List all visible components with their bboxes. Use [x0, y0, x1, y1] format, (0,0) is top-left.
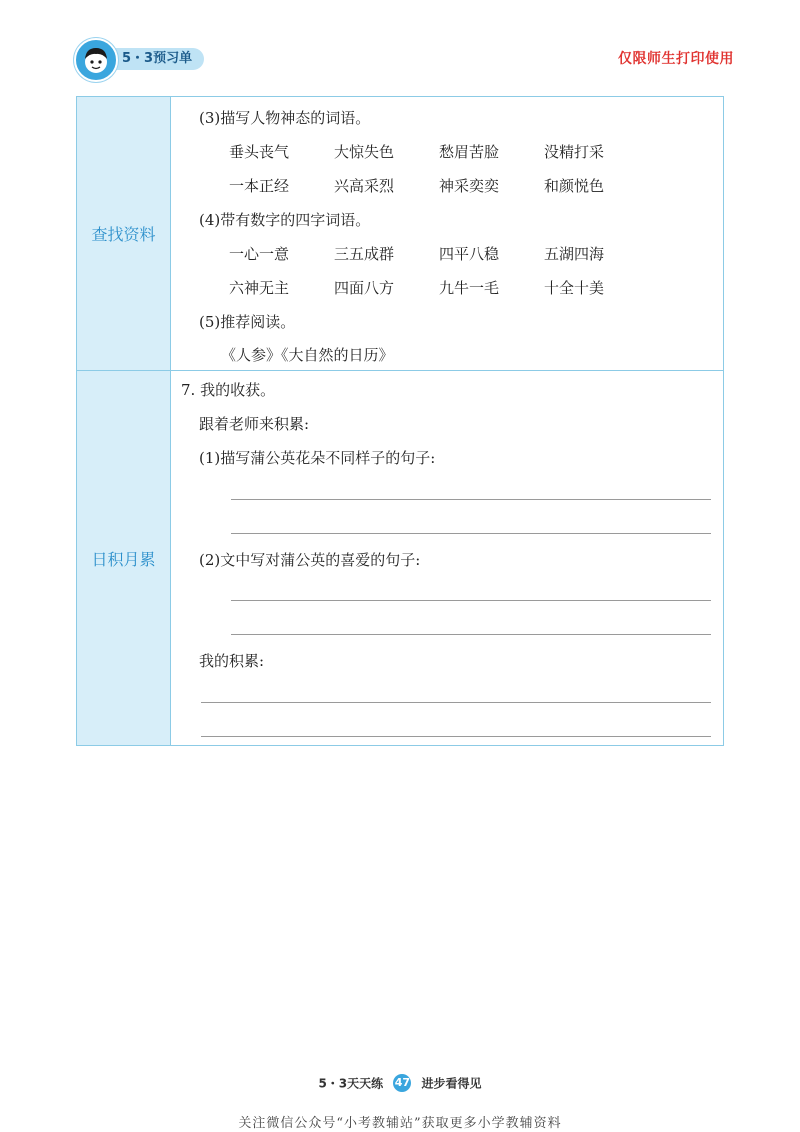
q4-words-row-2 [229, 277, 649, 298]
word: 六神无主 [229, 279, 290, 297]
footer-slogan: 进步看得见 [421, 1076, 482, 1091]
q3-words-row-2 [229, 175, 649, 196]
word: 九牛一毛 [439, 279, 500, 297]
section-title: 7. 我的收获。 [181, 381, 276, 399]
accumulation-label: 日积月累 [77, 371, 171, 745]
word: 一本正经 [229, 177, 290, 195]
q5-title: (5)推荐阅读。 [199, 313, 296, 331]
research-section [77, 97, 723, 371]
answer-line[interactable] [231, 600, 711, 601]
page-header [74, 38, 734, 78]
q3-words-row-1 [229, 141, 649, 162]
word: 四面八方 [334, 279, 395, 297]
word: 兴高采烈 [334, 177, 395, 195]
word: 神采奕奕 [439, 177, 500, 195]
page-number: 47 [393, 1074, 411, 1092]
word: 一心一意 [229, 245, 290, 263]
q3-title: (3)描写人物神态的词语。 [199, 109, 371, 127]
word: 和颜悦色 [544, 177, 605, 195]
research-content [171, 97, 723, 370]
wechat-note: 关注微信公众号“小考教辅站”获取更多小学教辅资料 [238, 1116, 562, 1131]
word: 十全十美 [544, 279, 605, 297]
accumulation-content [171, 371, 723, 745]
recommended-books: 《人参》《大自然的日历》 [221, 346, 394, 364]
print-restriction-note: 仅限师生打印使用 [618, 51, 734, 67]
answer-line[interactable] [201, 736, 711, 737]
q4-title: (4)带有数字的四字词语。 [199, 211, 371, 229]
my-accumulation-prompt: 我的积累: [199, 652, 265, 670]
page-footer [0, 1074, 800, 1092]
worksheet-table [76, 96, 724, 746]
q4-words-row-1 [229, 243, 649, 264]
footer-brand: 5・3天天练 [318, 1076, 384, 1091]
q2-prompt: (2)文中写对蒲公英的喜爱的句子: [199, 551, 421, 569]
word: 三五成群 [334, 245, 395, 263]
intro-text: 跟着老师来积累: [199, 415, 310, 433]
answer-line[interactable] [231, 533, 711, 534]
brand-label: 5・3预习单 [102, 48, 204, 70]
word: 大惊失色 [334, 143, 395, 161]
q1-prompt: (1)描写蒲公英花朵不同样子的句子: [199, 449, 436, 467]
accumulation-section [77, 371, 723, 745]
word: 愁眉苦脸 [439, 143, 500, 161]
research-label: 查找资料 [77, 97, 171, 370]
word: 四平八稳 [439, 245, 500, 263]
answer-line[interactable] [231, 499, 711, 500]
answer-line[interactable] [231, 634, 711, 635]
word: 垂头丧气 [229, 143, 290, 161]
word: 没精打采 [544, 143, 605, 161]
avatar-icon [74, 38, 118, 82]
word: 五湖四海 [544, 245, 605, 263]
answer-line[interactable] [201, 702, 711, 703]
